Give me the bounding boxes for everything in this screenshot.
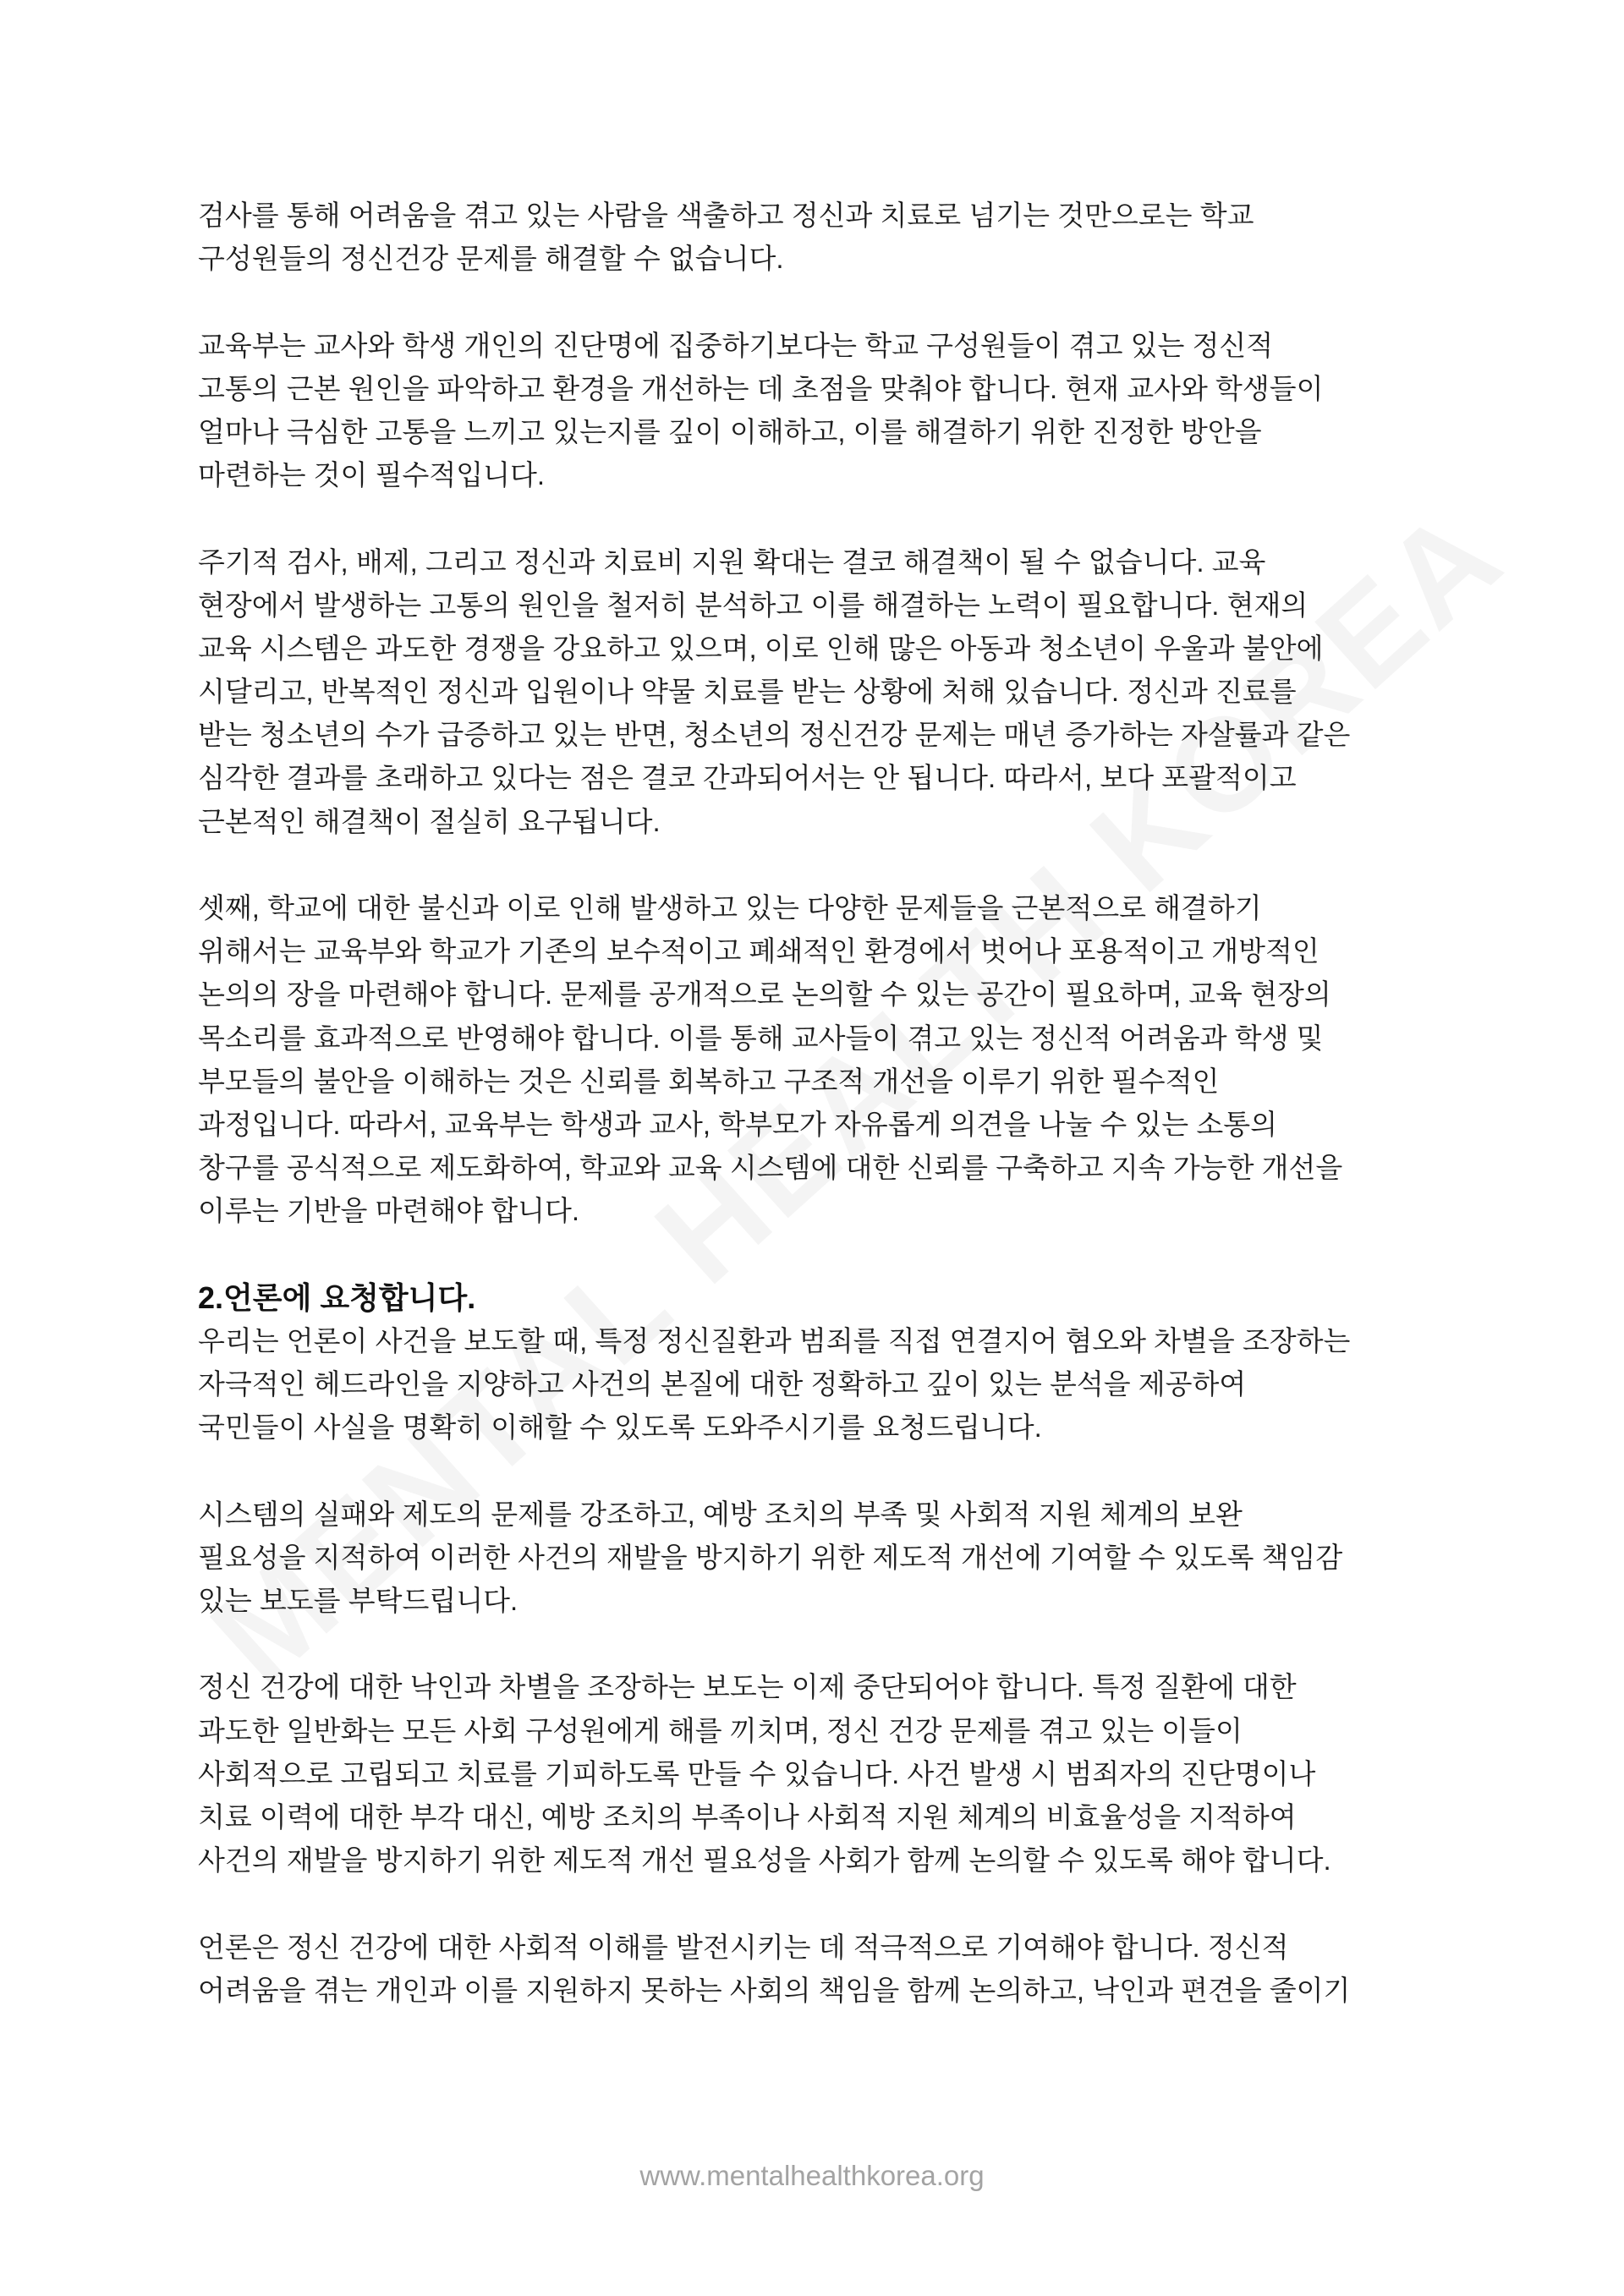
- text-line: 심각한 결과를 초래하고 있다는 점은 결코 간과되어서는 안 됩니다. 따라서, 보다 포괄적이고: [198, 762, 1297, 794]
- text-line: 어려움을 겪는 개인과 이를 지원하지 못하는 사회의 책임을 함께 논의하고, 낙인과 편견을 줄이기: [198, 1974, 1351, 2006]
- text-line: 논의의 장을 마련해야 합니다. 문제를 공개적으로 논의할 수 있는 공간이 필요하며, 교육 현장의: [198, 978, 1331, 1011]
- paragraph: [198, 1493, 1450, 1623]
- text-line: 사회적으로 고립되고 치료를 기피하도록 만들 수 있습니다. 사건 발생 시 범죄자의 진단명이나: [198, 1757, 1316, 1789]
- section-heading: 2.언론에 요청합니다.: [198, 1280, 476, 1315]
- text-line: 과정입니다. 따라서, 교육부는 학생과 교사, 학부모가 자유롭게 의견을 나눌 수 있는 소통의: [198, 1108, 1277, 1140]
- text-line: 과도한 일반화는 모든 사회 구성원에게 해를 끼치며, 정신 건강 문제를 겪고 있는 이들이: [198, 1714, 1243, 1746]
- footer-url: www.mentalhealthkorea.org: [639, 2160, 985, 2191]
- document-body: [198, 194, 1450, 2055]
- text-line: 고통의 근본 원인을 파악하고 환경을 개선하는 데 초점을 맞춰야 합니다. 현재 교사와 학생들이: [198, 372, 1324, 404]
- text-line: 받는 청소년의 수가 급증하고 있는 반면, 청소년의 정신건강 문제는 매년 증가하는 자살률과 같은: [198, 719, 1351, 751]
- text-line: 부모들의 불안을 이해하는 것은 신뢰를 회복하고 구조적 개선을 이루기 위한 필수적인: [198, 1065, 1220, 1097]
- text-line: 치료 이력에 대한 부각 대신, 예방 조치의 부족이나 사회적 지원 체계의 비효율성을 지적하여: [198, 1800, 1297, 1833]
- paragraph: [198, 886, 1450, 1233]
- paragraph: [198, 1665, 1450, 1882]
- paragraph: [198, 1319, 1450, 1449]
- text-line: 얼마나 극심한 고통을 느끼고 있는지를 깊이 이해하고, 이를 해결하기 위한 진정한 방안을: [198, 415, 1262, 447]
- text-line: 위해서는 교육부와 학교가 기존의 보수적이고 폐쇄적인 환경에서 벗어나 포용적이고 개방적인: [198, 935, 1320, 967]
- text-line: 사건의 재발을 방지하기 위한 제도적 개선 필요성을 사회가 함께 논의할 수 있도록 해야 합니다.: [198, 1844, 1331, 1877]
- section-media-request: [198, 1276, 1450, 2012]
- text-line: 교육 시스템은 과도한 경쟁을 강요하고 있으며, 이로 인해 많은 아동과 청소년이 우울과 불안에: [198, 632, 1324, 664]
- paragraph: [198, 194, 1450, 280]
- text-line: 목소리를 효과적으로 반영해야 합니다. 이를 통해 교사들이 겪고 있는 정신적 어려움과 학생 및: [198, 1022, 1324, 1054]
- text-line: 필요성을 지적하여 이러한 사건의 재발을 방지하기 위한 제도적 개선에 기여할 수 있도록 책임감: [198, 1541, 1343, 1573]
- text-line: 구성원들의 정신건강 문제를 해결할 수 없습니다.: [198, 243, 784, 275]
- text-line: 시스템의 실패와 제도의 문제를 강조하고, 예방 조치의 부족 및 사회적 지원 체계의 보완: [198, 1498, 1243, 1530]
- text-line: 자극적인 헤드라인을 지양하고 사건의 본질에 대한 정확하고 깊이 있는 분석을 제공하여: [198, 1368, 1247, 1400]
- text-line: 이루는 기반을 마련해야 합니다.: [198, 1195, 580, 1227]
- text-line: 검사를 통해 어려움을 겪고 있는 사람을 색출하고 정신과 치료로 넘기는 것만으로는 학교: [198, 200, 1254, 231]
- text-line: 근본적인 해결책이 절실히 요구됩니다.: [198, 805, 661, 837]
- text-line: 우리는 언론이 사건을 보도할 때, 특정 정신질환과 범죄를 직접 연결지어 혐오와 차별을 조장하는: [198, 1324, 1351, 1356]
- text-line: 시달리고, 반복적인 정신과 입원이나 약물 치료를 받는 상황에 처해 있습니다. 정신과 진료를: [198, 676, 1297, 708]
- text-line: 마련하는 것이 필수적입니다.: [198, 459, 546, 491]
- text-line: 언론은 정신 건강에 대한 사회적 이해를 발전시키는 데 적극적으로 기여해야 합니다. 정신적: [198, 1931, 1289, 1963]
- paragraph: [198, 324, 1450, 497]
- text-line: 주기적 검사, 배제, 그리고 정신과 치료비 지원 확대는 결코 해결책이 될 수 없습니다. 교육: [198, 545, 1266, 578]
- text-line: 현장에서 발생하는 고통의 원인을 철저히 분석하고 이를 해결하는 노력이 필요합니다. 현재의: [198, 589, 1309, 621]
- text-line: 정신 건강에 대한 낙인과 차별을 조장하는 보도는 이제 중단되어야 합니다. 특정 질환에 대한: [198, 1671, 1297, 1703]
- paragraph: [198, 1926, 1450, 2012]
- text-line: 있는 보도를 부탁드립니다.: [198, 1585, 518, 1616]
- text-line: 셋째, 학교에 대한 불신과 이로 인해 발생하고 있는 다양한 문제들을 근본적으로 해결하기: [198, 892, 1262, 923]
- text-line: 교육부는 교사와 학생 개인의 진단명에 집중하기보다는 학교 구성원들이 겪고 있는 정신적: [198, 329, 1274, 361]
- paragraph: [198, 540, 1450, 843]
- text-line: 국민들이 사실을 명확히 이해할 수 있도록 도와주시기를 요청드립니다.: [198, 1411, 1042, 1444]
- text-line: 창구를 공식적으로 제도화하여, 학교와 교육 시스템에 대한 신뢰를 구축하고 지속 가능한 개선을: [198, 1152, 1343, 1184]
